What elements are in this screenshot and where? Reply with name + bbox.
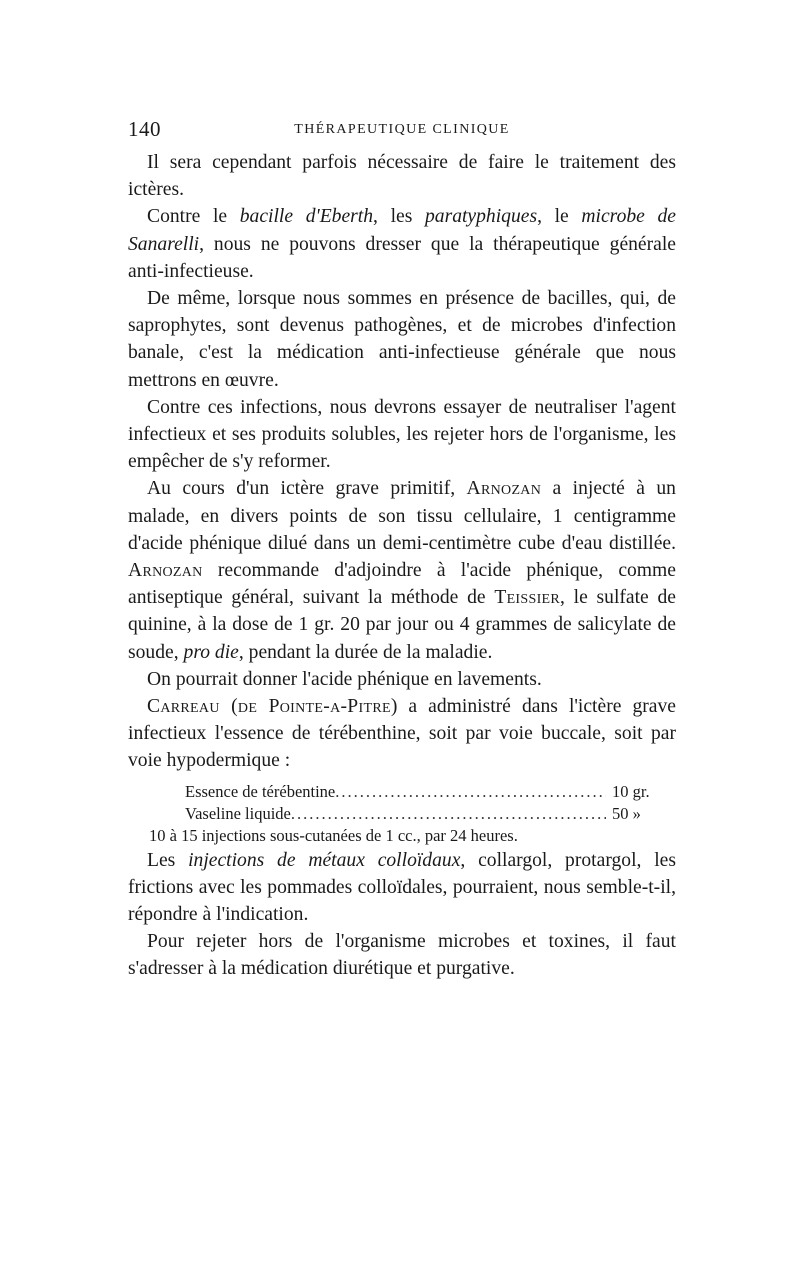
text-run: , pendant la durée de la maladie.: [238, 641, 493, 663]
italic-term: injections de métaux colloïdaux: [188, 849, 461, 871]
recipe-quantity: 50 »: [612, 803, 641, 823]
recipe-ingredient: Essence de térébentine: [185, 781, 336, 801]
recipe-row: [128, 781, 676, 803]
italic-term: pro die: [183, 641, 239, 663]
author-name: Teissier: [494, 587, 561, 609]
author-name: Arnozan: [128, 560, 203, 582]
leader-dots: [335, 781, 606, 803]
paragraph-2: [128, 203, 676, 285]
paragraph-6: On pourrait donner l'acide phénique en lavements.: [147, 668, 542, 690]
recipe-quantity: 10 gr.: [612, 781, 650, 801]
text-run: Contre le: [147, 206, 240, 228]
recipe-row: [128, 803, 676, 825]
text-run: , les: [373, 206, 425, 228]
author-name: Arnozan: [466, 478, 542, 500]
text-run: a injecté à un malade, en divers points de son tissu cellulaire, 1 centigramme d'acide phénique dilué dans un demi-centimètre cube d'eau distillée.: [128, 478, 676, 554]
italic-term: bacille d'Eberth: [239, 206, 374, 228]
author-name: Carreau: [147, 696, 220, 718]
body-text: [128, 149, 676, 983]
text-run: Au cours d'un ictère grave primitif,: [147, 478, 467, 500]
recipe-list: [128, 781, 676, 825]
paragraph-8: [128, 847, 676, 929]
paragraph-1: Il sera cependant parfois nécessaire de faire le traitement des ictères.: [128, 152, 676, 201]
page-header: [128, 118, 676, 140]
text-run: (de: [219, 696, 269, 718]
text-run: , collargol, protargol, les frictions avec les pommades colloïdales, pourraient, nous semble-t-il, répondre à l'indication.: [128, 849, 676, 926]
recipe-note: 10 à 15 injections sous-cutanées de 1 cc., par 24 heures.: [149, 825, 518, 845]
text-run: Les: [147, 849, 189, 871]
running-title: THÉRAPEUTIQUE CLINIQUE: [294, 122, 510, 137]
text-run: ) a administré dans l'ictère grave infectieux l'essence de térébenthine, soit par voie buccale, soit par voie hypodermique :: [128, 696, 676, 772]
text-run: , le sulfate de quinine, à la dose de 1 gr. 20 par jour ou 4 grammes de salicylate de soude,: [128, 587, 676, 663]
paragraph-4: Contre ces infections, nous devrons essayer de neutraliser l'agent infectieux et ses produits solubles, les rejeter hors de l'organisme, les empêcher de s'y reformer.: [128, 396, 676, 473]
text-run: recommande d'adjoindre à l'acide phénique, comme antiseptique général, suivant la méthode de: [128, 560, 676, 609]
paragraph-5: [128, 475, 676, 665]
place-name: Pointe-a-Pitre: [268, 696, 391, 718]
paragraph-3: De même, lorsque nous sommes en présence de bacilles, qui, de saprophytes, sont devenus pathogènes, et de microbes d'infection banale, c'est la médication anti-infectieuse générale que nous mettrons en œuvre.: [128, 288, 676, 391]
italic-term: paratyphiques: [424, 206, 538, 228]
paragraph-7: [128, 693, 676, 775]
paragraph-9: Pour rejeter hors de l'organisme microbes et toxines, il faut s'adresser à la médication diurétique et purgative.: [128, 931, 676, 980]
recipe-ingredient: Vaseline liquide: [185, 803, 291, 823]
text-run: , nous ne pouvons dresser que la thérapeutique générale anti-infectieuse.: [128, 233, 676, 282]
italic-term: microbe de Sanarelli: [128, 206, 676, 255]
text-run: , le: [537, 206, 582, 228]
page-number: 140: [128, 117, 161, 141]
leader-dots: [291, 803, 606, 825]
